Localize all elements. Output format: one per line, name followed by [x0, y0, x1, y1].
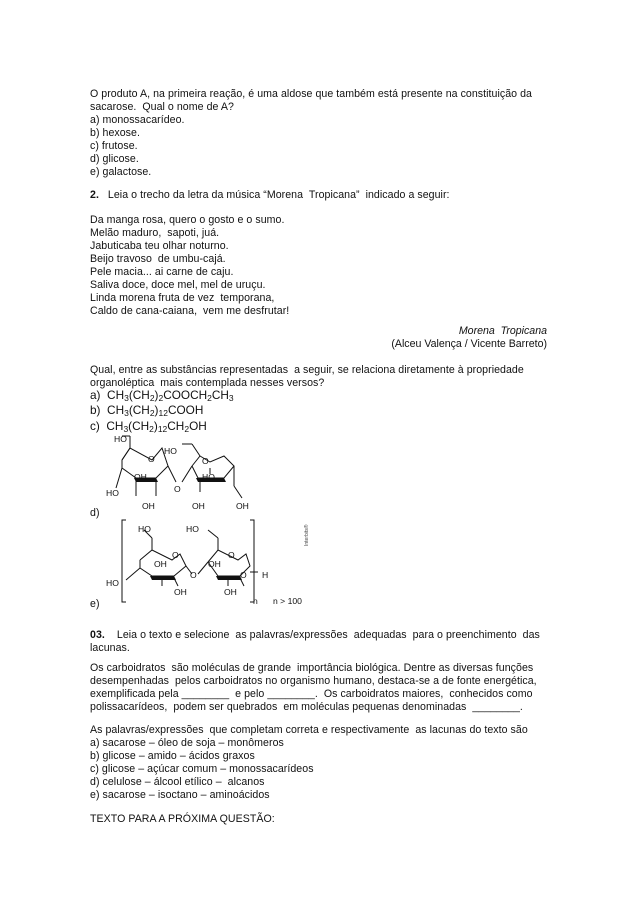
q2-question-line1: Qual, entre as substâncias representadas a seguir, se relaciona diretamente à propriedade: [90, 364, 524, 376]
q2-citation-title: Morena Tropicana: [458, 325, 547, 337]
terminal-hydrogen-label: H: [262, 570, 269, 580]
q2-option-d-label: d): [90, 507, 100, 519]
q2-lyric-line: Saliva doce, doce mel, mel de uruçu.: [90, 279, 266, 291]
q2-lyric-line: Beijo travoso de umbu-cajá.: [90, 253, 226, 265]
hydroxyl-label: HO: [138, 524, 151, 534]
ring-oxygen-label: O: [202, 456, 209, 466]
watermark-text: Interbits®: [304, 524, 310, 546]
terminal-oxygen-label: O: [240, 570, 247, 580]
hydroxyl-label: OH: [236, 501, 249, 511]
q3-paragraph-line: polissacarídeos, podem ser quebrados em moléculas pequenas denominadas ________.: [90, 701, 523, 713]
q1-option-a: a) monossacarídeo.: [90, 114, 185, 126]
q2-lyric-line: Pele macia... ai carne de caju.: [90, 266, 234, 278]
bridge-oxygen-label: O: [190, 570, 197, 580]
q2-lyric-line: Melão maduro, sapoti, juá.: [90, 227, 220, 239]
q2-citation-authors: (Alceu Valença / Vicente Barreto): [391, 338, 547, 350]
q3-number: 03.: [90, 629, 105, 641]
ring-oxygen-label: O: [148, 454, 155, 464]
hydroxyl-label: HO: [106, 578, 119, 588]
hydroxyl-label: OH: [154, 559, 167, 569]
q2-option-b: b) $CH_3(CH_2)_{12}COOH$: [90, 403, 204, 418]
q2-intro: Leia o trecho da letra da música “Morena Tropicana” indicado a seguir:: [107, 189, 450, 201]
q3-option-c: c) glicose – açúcar comum – monossacarídeos: [90, 763, 314, 775]
hydroxyl-label: OH: [134, 472, 147, 482]
q3-question: As palavras/expressões que completam correta e respectivamente as lacunas do texto são: [90, 724, 528, 736]
hydroxyl-label: OH: [224, 587, 237, 597]
q2-heading: [90, 189, 450, 201]
disaccharide-structure: [100, 430, 270, 515]
hydroxyl-label: OH: [174, 587, 187, 597]
q1-stem-line2: sacarose. Qual o nome de A?: [90, 101, 234, 113]
q2-question-line2: organoléptica mais contemplada nesses versos?: [90, 377, 325, 389]
q1-option-d: d) glicose.: [90, 153, 139, 165]
repeat-count-label: n: [253, 596, 258, 606]
q1-option-b: b) hexose.: [90, 127, 140, 139]
q3-intro-line2: lacunas.: [90, 642, 130, 654]
q3-paragraph-line: Os carboidratos são moléculas de grande importância biológica. Dentre as diversas funções: [90, 662, 534, 674]
q3-option-d: d) celulose – álcool etílico – alcanos: [90, 776, 265, 788]
q2-option-a: a) $CH_3(CH_2)_2COOCH_2CH_3$: [90, 388, 234, 403]
bridge-oxygen-label: O: [174, 484, 181, 494]
ring-oxygen-label: O: [228, 550, 235, 560]
q3-intro: Leia o texto e selecione as palavras/expressões adequadas para o preenchimento das: [116, 629, 540, 641]
option-label: a): [90, 388, 101, 402]
q1-stem-line1: O produto A, na primeira reação, é uma aldose que também está presente na constituição da: [90, 88, 532, 100]
q2-number: 2.: [90, 189, 99, 201]
option-label: c): [90, 419, 100, 433]
hydroxyl-label: HO: [164, 446, 177, 456]
hydroxyl-label: OH: [208, 559, 221, 569]
q3-paragraph-line: desempenhadas pelos carboidratos no organismo humano, destaca-se a de fonte energética,: [90, 675, 537, 687]
option-label: b): [90, 403, 101, 417]
q3-heading: [90, 629, 540, 641]
q3-option-b: b) glicose – amido – ácidos graxos: [90, 750, 255, 762]
hydroxyl-label: HO: [106, 488, 119, 498]
next-question-heading: TEXTO PARA A PRÓXIMA QUESTÃO:: [90, 813, 275, 825]
q3-option-a: a) sacarose – óleo de soja – monômeros: [90, 737, 284, 749]
q3-paragraph-line: exemplificada pela ________ e pelo ________. Os carboidratos maiores, conhecidos como: [90, 688, 533, 700]
q3-option-e: e) sacarose – isoctano – aminoácidos: [90, 789, 270, 801]
hydroxyl-label: HO: [186, 524, 199, 534]
q2-lyric-line: Linda morena fruta de vez temporana,: [90, 292, 275, 304]
q1-option-e: e) galactose.: [90, 166, 152, 178]
q2-option-c: c) $CH_3(CH_2)_{12}CH_2OH$: [90, 419, 207, 434]
repeat-condition-label: n > 100: [273, 596, 302, 606]
q2-lyric-line: Jabuticaba teu olhar noturno.: [90, 240, 229, 252]
q1-option-c: c) frutose.: [90, 140, 138, 152]
q2-option-e-label: e): [90, 598, 100, 610]
hydroxyl-label: OH: [192, 501, 205, 511]
q2-lyric-line: Caldo de cana-caiana, vem me desfrutar!: [90, 305, 290, 317]
hydroxyl-label: HO: [114, 434, 127, 444]
hydroxyl-label: HO: [202, 472, 215, 482]
ring-oxygen-label: O: [172, 550, 179, 560]
polysaccharide-structure: [100, 516, 330, 608]
q2-lyric-line: Da manga rosa, quero o gosto e o sumo.: [90, 214, 285, 226]
hydroxyl-label: OH: [142, 501, 155, 511]
